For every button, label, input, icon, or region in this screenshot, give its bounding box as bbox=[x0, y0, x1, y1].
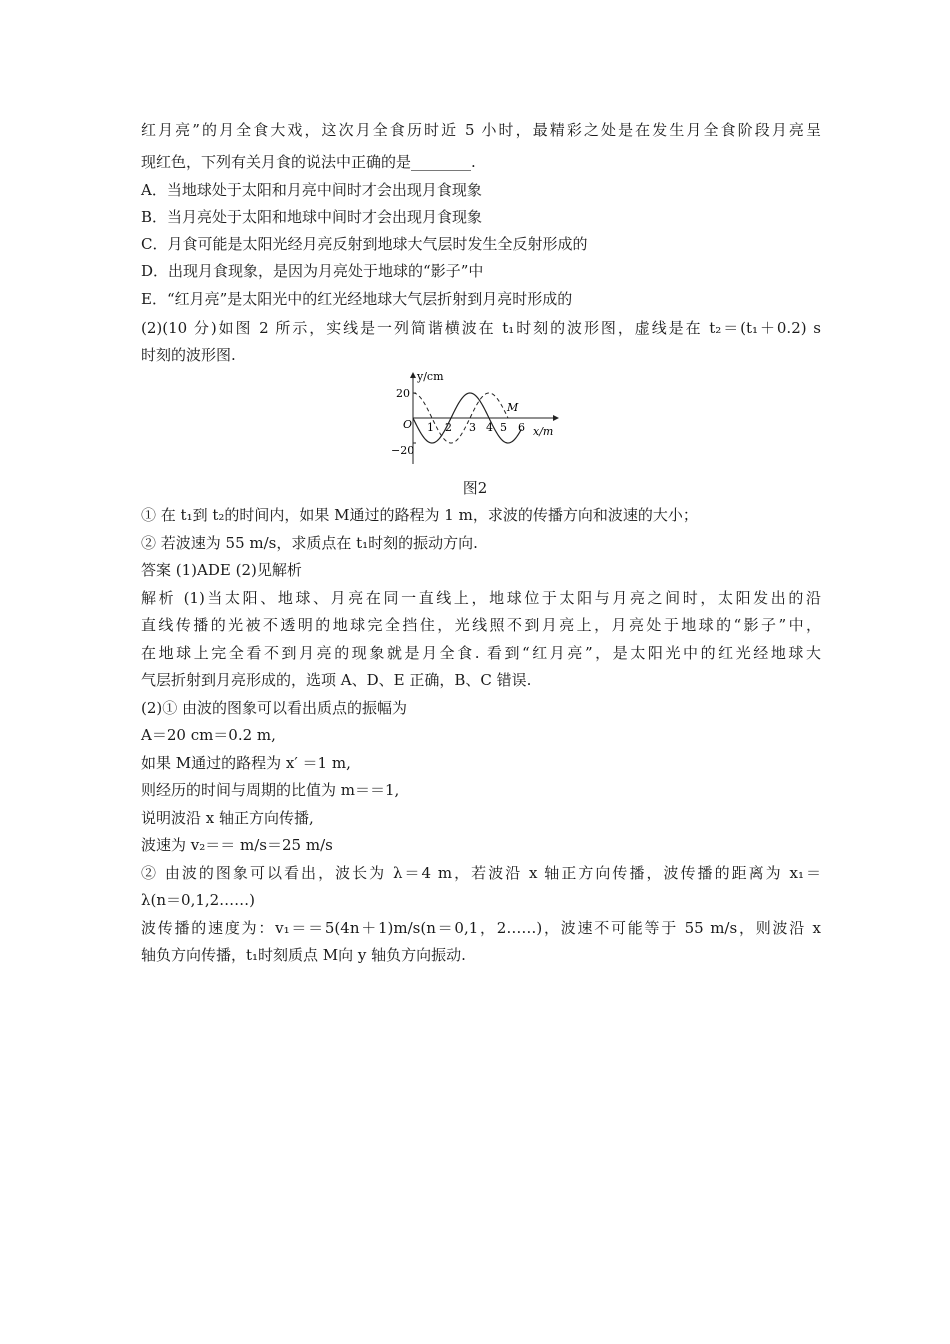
analysis-line-4: 气层折射到月亮形成的，选项 A、D、E 正确，B、C 错误. bbox=[141, 671, 532, 689]
option-d: D．出现月食现象，是因为月亮处于地球的“影子”中 bbox=[141, 262, 484, 280]
figure-caption: 图2 bbox=[462, 479, 488, 497]
x-tick-3: 3 bbox=[469, 421, 476, 434]
origin-label: O bbox=[403, 418, 413, 431]
solution-line-6: 波速为 v₂＝＝ m/s＝25 m/s bbox=[141, 836, 333, 854]
x-axis-arrow bbox=[553, 415, 559, 421]
y-tick-minus20: −20 bbox=[391, 444, 415, 457]
solution-line-9: 波传播的速度为：v₁＝＝5(4n＋1)m/s(n＝0,1，2……)，波速不可能等于 55 m/s，则波沿 x bbox=[141, 919, 821, 937]
analysis-line-1: 解析 (1)当太阳、地球、月亮在同一直线上，地球位于太阳与月亮之间时，太阳发出的沿 bbox=[141, 589, 821, 607]
y-axis-label: y/cm bbox=[417, 370, 444, 383]
subquestion-1: ① 在 t₁到 t₂的时间内，如果 M通过的路程为 1 m，求波的传播方向和波速的大小； bbox=[141, 506, 698, 524]
x-tick-2: 2 bbox=[445, 421, 452, 434]
solution-line-3: 如果 M通过的路程为 x′ ＝1 m, bbox=[141, 754, 351, 772]
x-axis-label: x/m bbox=[533, 425, 554, 438]
question-2-line-2: 时刻的波形图. bbox=[141, 346, 236, 364]
option-b: B．当月亮处于太阳和地球中间时才会出现月食现象 bbox=[141, 208, 483, 226]
x-tick-4: 4 bbox=[486, 421, 493, 434]
x-tick-labels bbox=[427, 421, 525, 434]
wave-figure bbox=[385, 368, 565, 468]
answer-line: 答案 (1)ADE (2)见解析 bbox=[141, 561, 302, 579]
solution-line-8: λ(n＝0,1,2……) bbox=[141, 891, 256, 909]
point-m-label: M bbox=[507, 401, 519, 414]
subquestion-2: ② 若波速为 55 m/s，求质点在 t₁时刻的振动方向. bbox=[141, 534, 478, 552]
option-a: A．当地球处于太阳和月亮中间时才会出现月食现象 bbox=[141, 181, 482, 199]
solution-line-10: 轴负方向传播，t₁时刻质点 M向 y 轴负方向振动. bbox=[141, 946, 466, 964]
x-tick-5: 5 bbox=[500, 421, 507, 434]
solution-line-2: A＝20 cm＝0.2 m, bbox=[141, 726, 276, 744]
analysis-line-2: 直线传播的光被不透明的地球完全挡住，光线照不到月亮上，月亮处于地球的“影子”中， bbox=[141, 616, 821, 634]
text-line-1: 红月亮”的月全食大戏，这次月全食历时近 5 小时，最精彩之处是在发生月全食阶段月亮呈 bbox=[141, 121, 821, 139]
x-tick-6: 6 bbox=[518, 421, 525, 434]
text-line-2: 现红色，下列有关月食的说法中正确的是________. bbox=[141, 153, 476, 171]
analysis-line-3: 在地球上完全看不到月亮的现象就是月全食. 看到“红月亮”，是太阳光中的红光经地球大 bbox=[141, 644, 821, 662]
solution-line-4: 则经历的时间与周期的比值为 m＝＝1, bbox=[141, 781, 400, 799]
option-c: C．月食可能是太阳光经月亮反射到地球大气层时发生全反射形成的 bbox=[141, 235, 588, 253]
solution-line-7: ② 由波的图象可以看出，波长为 λ＝4 m，若波沿 x 轴正方向传播，波传播的距离为 x₁＝ bbox=[141, 864, 821, 882]
y-axis-arrow bbox=[410, 372, 416, 378]
solution-line-5: 说明波沿 x 轴正方向传播, bbox=[141, 809, 314, 827]
question-2-line-1: (2)(10 分)如图 2 所示，实线是一列简谐横波在 t₁时刻的波形图，虚线是在 t₂＝(t₁＋0.2) s bbox=[141, 319, 821, 337]
solution-line-1: (2)① 由波的图象可以看出质点的振幅为 bbox=[141, 699, 408, 717]
x-tick-1: 1 bbox=[427, 421, 434, 434]
y-tick-20: 20 bbox=[396, 387, 410, 400]
option-e: E．“红月亮”是太阳光中的红光经地球大气层折射到月亮时形成的 bbox=[141, 290, 573, 308]
